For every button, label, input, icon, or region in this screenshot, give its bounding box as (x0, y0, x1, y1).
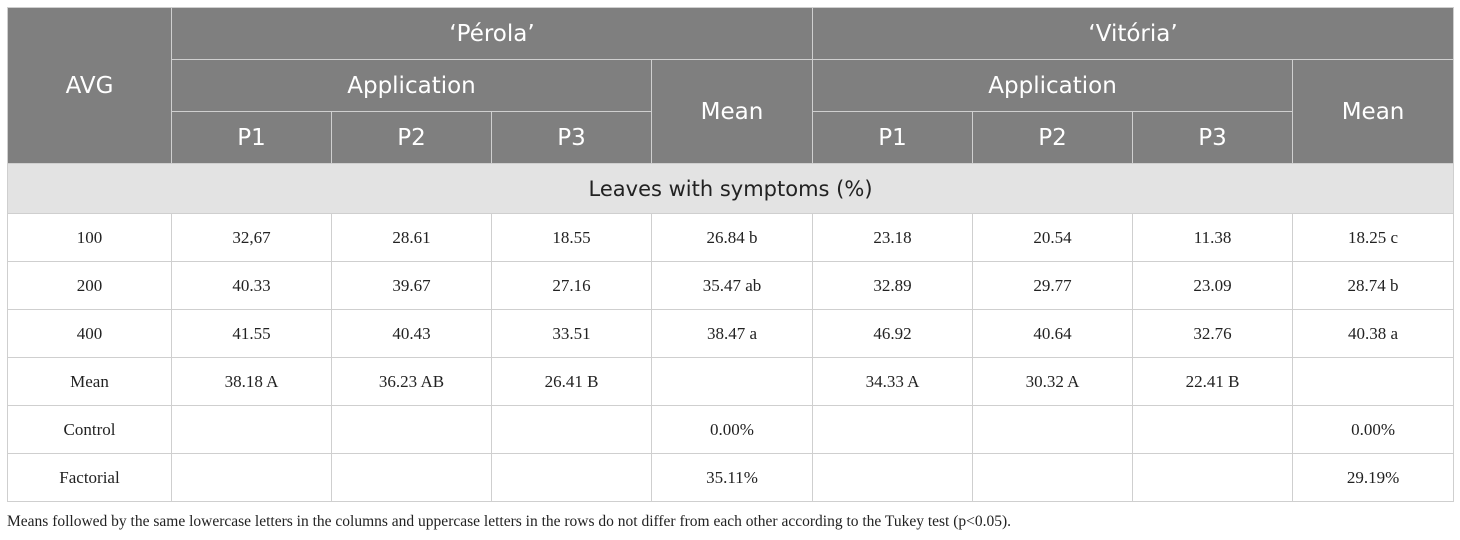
application-header-perola: Application (172, 60, 652, 112)
value-cell-vitoria: 22.41 B (1133, 358, 1293, 406)
application-header-vitoria: Application (813, 60, 1293, 112)
value-cell-perola: 39.67 (332, 262, 492, 310)
value-cell-vitoria: 32.89 (813, 262, 973, 310)
value-cell-perola (492, 406, 652, 454)
table-row (8, 406, 1454, 454)
cultivar-header-vitoria: ‘Vitória’ (813, 8, 1454, 60)
cultivar-header-perola: ‘Pérola’ (172, 8, 813, 60)
row-label: 200 (8, 262, 172, 310)
value-cell-perola: 26.41 B (492, 358, 652, 406)
mean-header-vitoria: Mean (1293, 60, 1454, 164)
value-cell-vitoria (813, 454, 973, 502)
value-cell-perola (332, 454, 492, 502)
mean-cell-perola (652, 358, 813, 406)
mean-cell-perola: 35.47 ab (652, 262, 813, 310)
table-row (8, 358, 1454, 406)
period-header-p2: P2 (332, 112, 492, 164)
value-cell-perola: 28.61 (332, 214, 492, 262)
mean-header-perola: Mean (652, 60, 813, 164)
avg-header: AVG (8, 8, 172, 164)
value-cell-perola (492, 454, 652, 502)
mean-cell-vitoria: 40.38 a (1293, 310, 1454, 358)
table-row (8, 454, 1454, 502)
period-header-p1: P1 (172, 112, 332, 164)
mean-cell-perola: 0.00% (652, 406, 813, 454)
value-cell-vitoria: 46.92 (813, 310, 973, 358)
value-cell-perola (172, 454, 332, 502)
value-cell-perola: 18.55 (492, 214, 652, 262)
value-cell-perola: 38.18 A (172, 358, 332, 406)
value-cell-perola: 40.43 (332, 310, 492, 358)
period-header-p3: P3 (492, 112, 652, 164)
period-header-p3: P3 (1133, 112, 1293, 164)
mean-cell-vitoria: 28.74 b (1293, 262, 1454, 310)
value-cell-vitoria: 23.09 (1133, 262, 1293, 310)
row-label: Control (8, 406, 172, 454)
mean-cell-vitoria: 0.00% (1293, 406, 1454, 454)
mean-cell-perola: 35.11% (652, 454, 813, 502)
value-cell-perola: 32,67 (172, 214, 332, 262)
table-row (8, 214, 1454, 262)
value-cell-vitoria: 32.76 (1133, 310, 1293, 358)
value-cell-perola: 41.55 (172, 310, 332, 358)
value-cell-perola: 27.16 (492, 262, 652, 310)
row-label: Factorial (8, 454, 172, 502)
value-cell-vitoria (813, 406, 973, 454)
table-footnote: Means followed by the same lowercase letters in the columns and uppercase letters in the rows do not differ from each other according to the Tukey test (p<0.05). (7, 513, 1012, 530)
row-label: 400 (8, 310, 172, 358)
table-body (8, 214, 1454, 502)
value-cell-perola: 33.51 (492, 310, 652, 358)
value-cell-vitoria: 30.32 A (973, 358, 1133, 406)
mean-cell-vitoria: 18.25 c (1293, 214, 1454, 262)
mean-cell-perola: 26.84 b (652, 214, 813, 262)
row-label: 100 (8, 214, 172, 262)
value-cell-vitoria (973, 406, 1133, 454)
value-cell-vitoria: 20.54 (973, 214, 1133, 262)
table-row (8, 310, 1454, 358)
table-row (8, 262, 1454, 310)
mean-cell-vitoria (1293, 358, 1454, 406)
value-cell-vitoria (1133, 454, 1293, 502)
row-label: Mean (8, 358, 172, 406)
value-cell-vitoria: 29.77 (973, 262, 1133, 310)
results-table (7, 7, 1454, 502)
value-cell-perola: 40.33 (172, 262, 332, 310)
value-cell-perola (172, 406, 332, 454)
value-cell-vitoria: 11.38 (1133, 214, 1293, 262)
section-label: Leaves with symptoms (%) (8, 164, 1454, 214)
value-cell-vitoria: 40.64 (973, 310, 1133, 358)
results-table-container (7, 7, 1453, 502)
value-cell-vitoria (973, 454, 1133, 502)
mean-cell-perola: 38.47 a (652, 310, 813, 358)
mean-cell-vitoria: 29.19% (1293, 454, 1454, 502)
period-header-p1: P1 (813, 112, 973, 164)
value-cell-vitoria: 23.18 (813, 214, 973, 262)
value-cell-perola: 36.23 AB (332, 358, 492, 406)
period-header-p2: P2 (973, 112, 1133, 164)
value-cell-vitoria: 34.33 A (813, 358, 973, 406)
value-cell-vitoria (1133, 406, 1293, 454)
value-cell-perola (332, 406, 492, 454)
